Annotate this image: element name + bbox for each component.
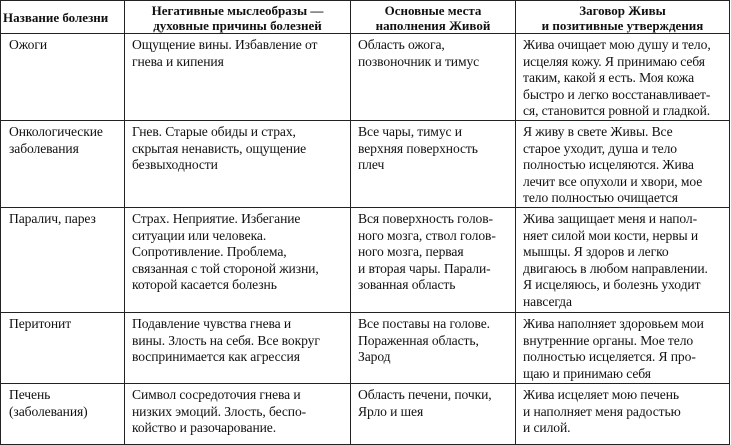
places-cell: Область печени, почки, Ярло и шея [351,383,516,444]
disease-cell: Перитонит [1,312,125,383]
disease-cell: Паралич, парез [1,207,125,312]
spell-cell: Жива очищает мою душу и тело, исцеляя кожу. Я принимаю себя таким, какой я есть. Моя кожа быстро и легко восстанавливает- ся, становится ровной и гладкой. [516,34,730,121]
header-places: Основные места наполнения Живой [351,1,516,34]
spell-cell: Жива исцеляет мою печень и наполняет меня радостью и силой. [516,383,730,444]
table-row [1,207,730,312]
thoughts-cell: Гнев. Старые обиды и страх, скрытая ненависть, ощущение безвыходности [125,121,351,208]
places-cell: Все поставы на голове. Пораженная область, Зарод [351,312,516,383]
table-row [1,312,730,383]
disease-cell: Печень (заболевания) [1,383,125,444]
disease-cell: Онкологические заболевания [1,121,125,208]
places-cell: Вся поверхность голов- ного мозга, ствол голов- ного мозга, первая и вторая чары. Парали- зованная область [351,207,516,312]
places-cell: Все чары, тимус и верхняя поверхность плеч [351,121,516,208]
header-disease: Название болезни [1,1,125,34]
spell-cell: Жива наполняет здоровьем мои внутренние органы. Мое тело полностью исцеляется. Я про- щаю и принимаю себя [516,312,730,383]
header-spell: Заговор Живы и позитивные утверждения [516,1,730,34]
thoughts-cell: Страх. Неприятие. Избегание ситуации или человека. Сопротивление. Проблема, связанная с той стороной жизни, которой касается болезнь [125,207,351,312]
places-cell: Область ожога, позвоночник и тимус [351,34,516,121]
thoughts-cell: Подавление чувства гнева и вины. Злость на себя. Все вокруг воспринимается как агрессия [125,312,351,383]
table-row [1,121,730,208]
thoughts-cell: Ощущение вины. Избавление от гнева и кипения [125,34,351,121]
spell-cell: Жива защищает меня и напол- няет силой мои кости, нервы и мышцы. Я здоров и легко двигаюсь в любом направлении. Я исцеляюсь, и болезнь уходит навсегда [516,207,730,312]
header-thoughts: Негативные мыслеобразы — духовные причины болезней [125,1,351,34]
table-row [1,34,730,121]
spell-cell: Я живу в свете Живы. Все старое уходит, душа и тело полностью исцеляются. Жива лечит все опухоли и хвори, мое тело полностью очищается [516,121,730,208]
disease-cell: Ожоги [1,34,125,121]
table-row [1,383,730,444]
header-row [1,1,730,34]
thoughts-cell: Символ сосредоточия гнева и низких эмоций. Злость, беспо- койство и разочарование. [125,383,351,444]
